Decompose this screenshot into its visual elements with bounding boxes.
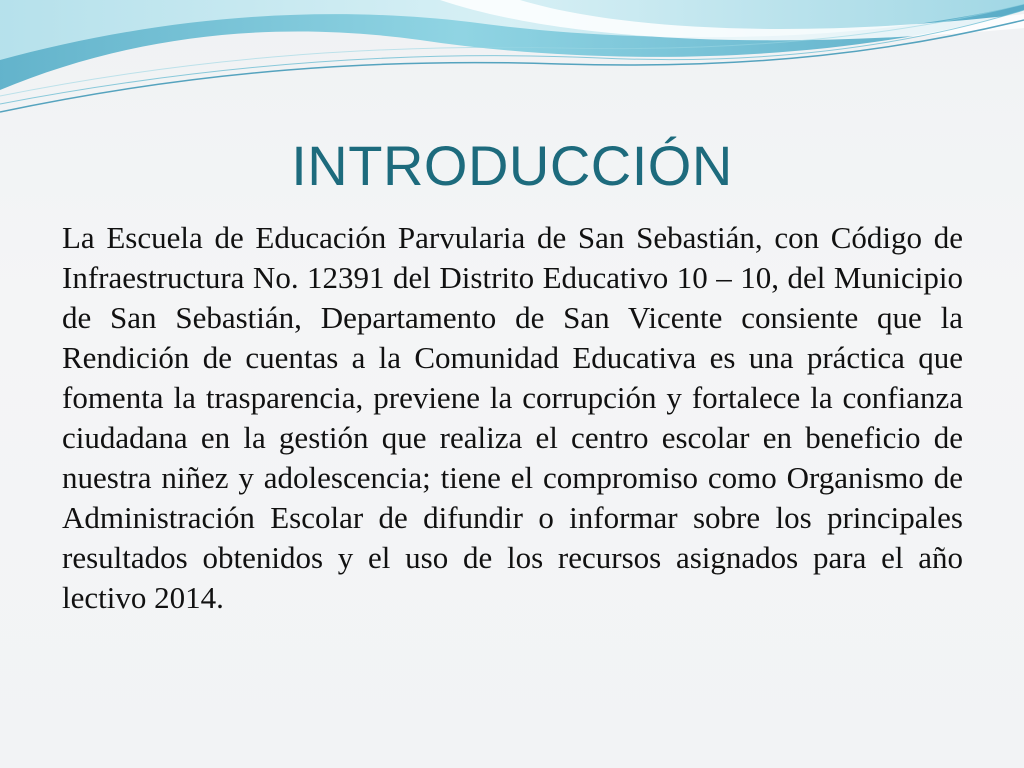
header-wave-decoration [0, 0, 1024, 130]
slide-body-text: La Escuela de Educación Parvularia de San Sebastián, con Código de Infraestructura No. 12391 del Distrito Educativo 10 – 10, del Municipio de San Sebastián, Departamento de San Vicente consiente que la Rendición de cuentas a la Comunidad Educativa es una práctica que fomenta la trasparencia, previene la corrupción y fortalece la confianza ciudadana en la gestión que realiza el centro escolar en beneficio de nuestra niñez y adolescencia; tiene el compromiso como Organismo de Administración Escolar de difundir o informar sobre los principales resultados obtenidos y el uso de los recursos asignados para el año lectivo 2014. [62, 220, 963, 615]
slide-title: INTRODUCCIÓN [291, 134, 733, 197]
